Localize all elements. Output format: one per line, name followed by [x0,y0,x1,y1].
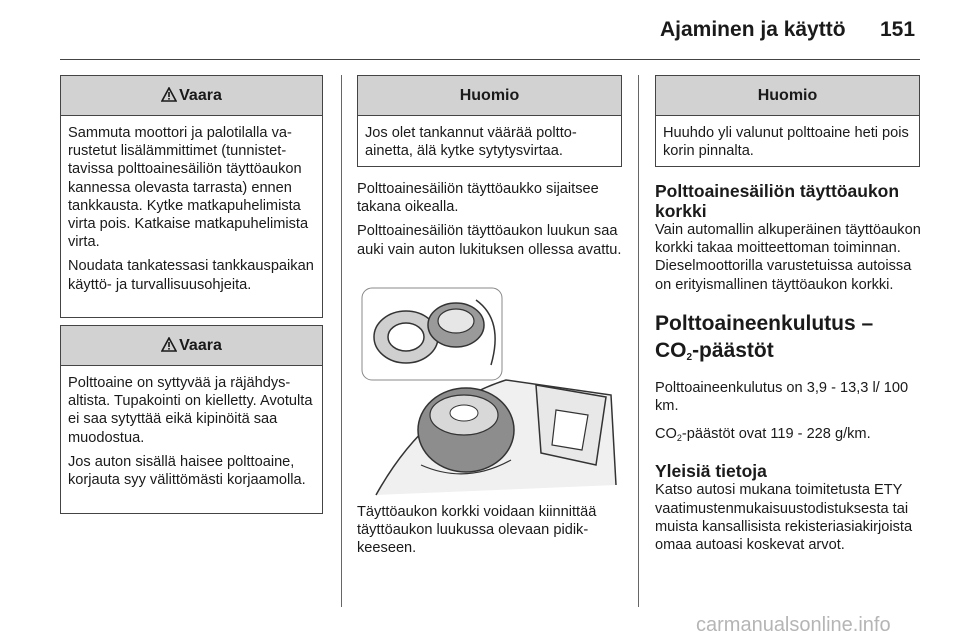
warning-box-header [61,326,322,366]
notice-box-1 [357,75,622,167]
warning-paragraph: Jos auton sisällä haisee polttoaine, korjauta syy välittömästi korjaamolla. [68,453,306,489]
fuel-filler-illustration [356,285,626,497]
co2-text [655,425,923,447]
consumption-heading-line1: Polttoaineenkulutus – [655,311,874,335]
header-title: Ajaminen ja käyttö [660,18,846,41]
filler-location-text: Polttoainesäiliön täyttöaukko sijaitsee takana oikealla. [357,181,599,216]
consumption-heading [655,310,923,371]
warning-box-2 [60,325,323,514]
header-rule [60,59,920,60]
warning-triangle-icon [161,87,177,102]
general-heading: Yleisiä tietoja [655,461,767,482]
warning-title: Vaara [179,337,222,354]
warning-box-body [61,116,322,306]
notice-text: Jos olet tankannut väärää polttoainetta, älä kytke sytytysvirtaa. [365,125,577,160]
emissions-text: -päästöt [692,338,774,362]
column-divider-right [638,75,639,607]
right-text [655,181,923,560]
warning-triangle-icon [161,337,177,352]
warning-paragraph: Polttoaine on syttyvää ja räjähdysaltista. Tupakointi on kielletty. Avotulta ei saa sytyttää eikä kipinöitä saa muodostua. [68,375,313,446]
co2-value-text: -päästöt ovat 119 - 228 g/km. [681,426,871,443]
consumption-heading-line2 [655,337,923,371]
illustration-caption: Täyttöaukon korkki voidaan kiinnittää täyttöaukon luukussa olevaan pidikkeeseen. [357,504,597,557]
warning-box-body [61,366,322,501]
watermark: carmanualsonline.info [696,614,891,636]
general-text: Katso autosi mukana toimitetusta ETY vaatimustenmukaisuustodistuksesta tai muista kansallisista rekisteriasiakirjoista omaa autoasi koskevat arvot. [655,482,913,554]
warning-paragraph: Noudata tankatessasi tankkauspaikan käyttö- ja turvallisuusohjeita. [68,258,314,293]
warning-box-1 [60,75,323,318]
notice-title: Huomio [656,76,919,116]
notice-box-2 [655,75,920,167]
column-divider-left [341,75,342,607]
co-text: CO [655,426,677,443]
consumption-text: Polttoaineenkulutus on 3,9 - 13,3 l/ 100 km. [655,379,909,415]
page-number: 151 [880,18,916,41]
subscript-two: 2 [676,433,682,444]
middle-text [357,180,629,265]
notice-title: Huomio [358,76,621,116]
warning-paragraph: Sammuta moottori ja palotilalla varustetut lisälämmittimet (tunnistettavissa polttoainesäiliön täyttöaukon kannessa olevasta tarrasta) ennen tankkausta. Kytke matkapuhelimista virta pois. Katkaise matkapuhelimista virta. [68,125,309,251]
warning-box-header [61,76,322,116]
co-text: CO [655,338,687,362]
notice-text: Huuhdo yli valunut polttoaine heti pois korin pinnalta. [663,125,909,160]
warning-title: Vaara [179,87,222,104]
cap-heading: Polttoainesäiliön täyttöaukon korkki [655,181,900,221]
cap-text: Vain automallin alkuperäinen täyttöaukon korkki takaa moitteettoman toiminnan. Dieselmoottorilla varustetuissa autoissa on erityismallinen täyttöaukon korkki. [655,222,921,293]
filler-flap-text: Polttoainesäiliön täyttöaukon luukun saa auki vain auton lukituksen ollessa avattu. [357,223,622,258]
subscript-two: 2 [686,351,693,363]
